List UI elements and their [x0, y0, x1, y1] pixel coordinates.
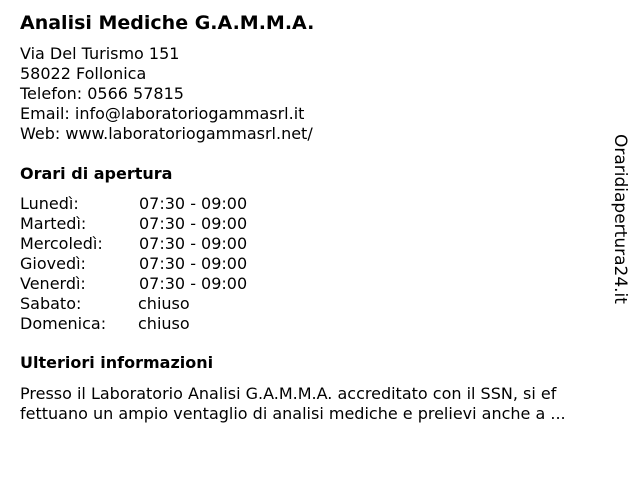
description-text	[20, 384, 620, 424]
day-label: Sabato:	[20, 294, 82, 313]
website-link[interactable]: Web: www.laboratoriogammasrl.net/	[20, 124, 313, 143]
day-label: Giovedì:	[20, 254, 86, 273]
time-value: 07:30 - 09:00	[139, 274, 248, 293]
time-value: 07:30 - 09:00	[139, 214, 248, 233]
time-value: chiuso	[138, 294, 190, 313]
day-label: Mercoledì:	[20, 234, 103, 253]
email-link[interactable]: Email: info@laboratoriogammasrl.it	[20, 104, 305, 123]
day-label: Venerdì:	[20, 274, 86, 293]
day-label: Martedì:	[20, 214, 87, 233]
business-name: Analisi Mediche G.A.M.M.A.	[20, 12, 315, 34]
description-line: Presso il Laboratorio Analisi G.A.M.M.A. accreditato con il SSN, si ef	[20, 384, 557, 403]
time-value: 07:30 - 09:00	[139, 234, 248, 253]
opening-hours-heading: Orari di apertura	[20, 164, 173, 183]
time-value: 07:30 - 09:00	[139, 254, 248, 273]
contact-block	[20, 44, 313, 144]
phone-number[interactable]: Telefon: 0566 57815	[20, 84, 184, 103]
day-label: Domenica:	[20, 314, 107, 333]
day-label: Lunedì:	[20, 194, 79, 213]
description-line: fettuano un ampio ventaglio di analisi mediche e prelievi anche a ...	[20, 404, 566, 423]
time-value: chiuso	[138, 314, 190, 333]
time-value: 07:30 - 09:00	[139, 194, 248, 213]
city-postcode: 58022 Follonica	[20, 64, 147, 83]
street-address: Via Del Turismo 151	[20, 44, 180, 63]
site-watermark: Oraridiapertura24.it	[610, 134, 630, 304]
more-info-heading: Ulteriori informazioni	[20, 353, 214, 372]
